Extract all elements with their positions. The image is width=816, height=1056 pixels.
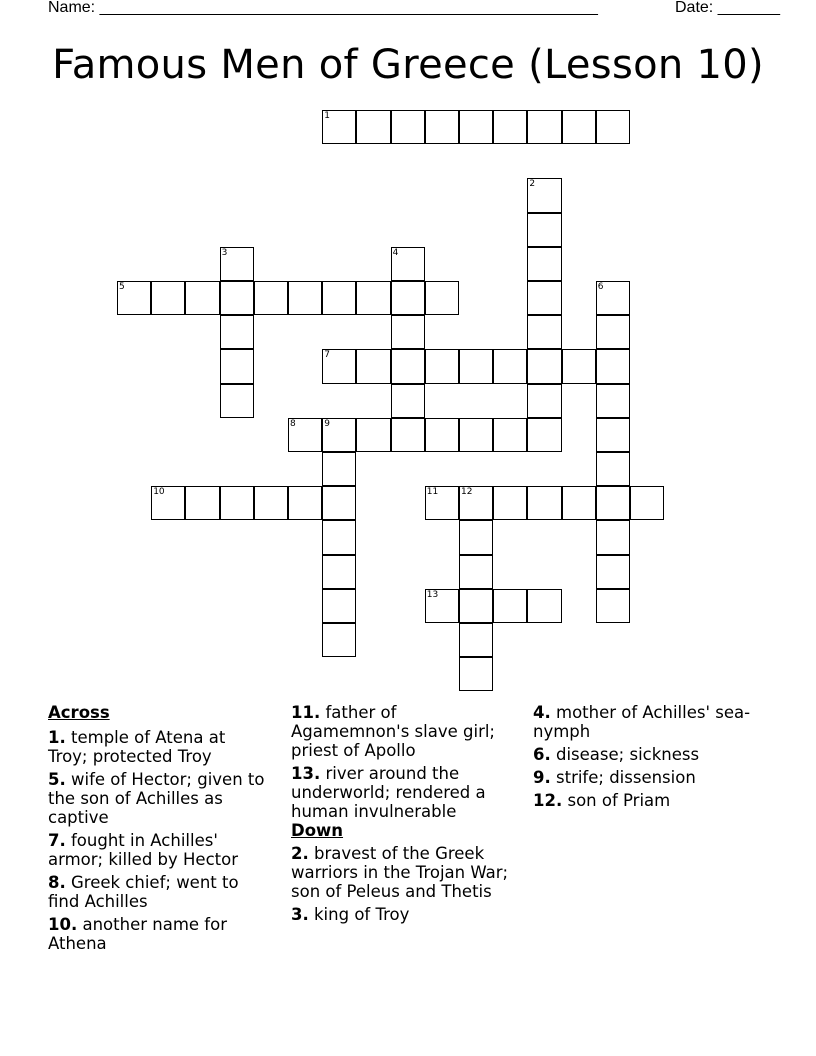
grid-cell[interactable] xyxy=(596,349,630,383)
grid-cell[interactable] xyxy=(596,520,630,554)
grid-cell[interactable] xyxy=(425,418,459,452)
grid-cell[interactable] xyxy=(596,384,630,418)
grid-cell[interactable] xyxy=(322,418,356,452)
grid-cell[interactable] xyxy=(151,281,185,315)
grid-cell[interactable] xyxy=(185,486,219,520)
grid-cell[interactable] xyxy=(322,110,356,144)
grid-cell[interactable] xyxy=(596,555,630,589)
clue-down-9: 9. strife; dissension xyxy=(533,768,696,787)
clues-column-1 xyxy=(48,703,270,957)
clue-number: 5 xyxy=(119,282,125,292)
grid-cell[interactable] xyxy=(288,281,322,315)
clue-down-12: 12. son of Priam xyxy=(533,791,671,810)
grid-cell[interactable] xyxy=(459,657,493,691)
grid-cell[interactable] xyxy=(459,555,493,589)
clue-across-8: 8. Greek chief; went to find Achilles xyxy=(48,873,239,911)
clue-across-10: 10. another name for Athena xyxy=(48,915,227,953)
grid-cell[interactable] xyxy=(151,486,185,520)
grid-cell[interactable] xyxy=(220,247,254,281)
grid-cell[interactable] xyxy=(322,349,356,383)
grid-cell[interactable] xyxy=(391,315,425,349)
name-field[interactable]: Name: ________________________________________________________ xyxy=(48,0,598,16)
clue-number: 9 xyxy=(324,418,330,429)
grid-cell[interactable] xyxy=(322,555,356,589)
grid-cell[interactable] xyxy=(562,486,596,520)
grid-cell[interactable] xyxy=(425,349,459,383)
clue-across-7: 7. fought in Achilles' armor; killed by Hector xyxy=(48,831,238,869)
grid-cell[interactable] xyxy=(391,110,425,144)
clue-number: 6 xyxy=(597,282,604,292)
clue-across-13: 13. river around the underworld; rendered a human invulnerable xyxy=(291,764,486,821)
grid-cell[interactable] xyxy=(459,349,493,383)
grid-cell[interactable] xyxy=(527,213,561,247)
clues-column-3 xyxy=(533,703,755,814)
clue-down-4: 4. mother of Achilles' sea-nymph xyxy=(533,703,751,741)
clue-number: 8 xyxy=(290,418,296,429)
across-heading: Across xyxy=(48,703,110,722)
grid-cell[interactable] xyxy=(596,281,630,315)
grid-cell[interactable] xyxy=(322,486,356,520)
clues-column-2 xyxy=(291,703,513,928)
grid-cell[interactable] xyxy=(459,418,493,452)
grid-cell[interactable] xyxy=(527,178,561,212)
grid-cell[interactable] xyxy=(391,418,425,452)
clue-number: 13 xyxy=(426,589,439,600)
grid-cell[interactable] xyxy=(527,486,561,520)
grid-cell[interactable] xyxy=(459,623,493,657)
grid-cell[interactable] xyxy=(527,315,561,349)
grid-cell[interactable] xyxy=(596,110,630,144)
clue-number: 11 xyxy=(426,487,439,498)
clue-number: 10 xyxy=(153,487,165,498)
grid-cell[interactable] xyxy=(596,486,630,520)
grid-cell[interactable] xyxy=(527,418,561,452)
clue-across-5: 5. wife of Hector; given to the son of Achilles as captive xyxy=(48,770,265,827)
grid-cell[interactable] xyxy=(391,384,425,418)
clue-down-2: 2. bravest of the Greek warriors in the Trojan War; son of Peleus and Thetis xyxy=(291,844,509,901)
grid-cell[interactable] xyxy=(425,486,459,520)
grid-cell[interactable] xyxy=(459,589,493,623)
grid-cell[interactable] xyxy=(322,589,356,623)
grid-cell[interactable] xyxy=(391,349,425,383)
clue-number: 4 xyxy=(392,247,399,258)
puzzle-title: Famous Men of Greece (Lesson 10) xyxy=(52,42,764,88)
grid-cell[interactable] xyxy=(425,589,459,623)
grid-cell[interactable] xyxy=(356,281,390,315)
grid-cell[interactable] xyxy=(322,520,356,554)
grid-cell[interactable] xyxy=(322,623,356,657)
grid-cell[interactable] xyxy=(356,418,390,452)
grid-cell[interactable] xyxy=(527,110,561,144)
clue-number: 2 xyxy=(529,179,536,190)
down-heading: Down xyxy=(291,821,344,840)
grid-cell[interactable] xyxy=(596,418,630,452)
clue-number: 1 xyxy=(324,111,330,121)
grid-cell[interactable] xyxy=(596,452,630,486)
clue-down-3: 3. king of Troy xyxy=(291,905,410,924)
grid-cell[interactable] xyxy=(220,486,254,520)
grid-cell[interactable] xyxy=(220,384,254,418)
grid-cell[interactable] xyxy=(356,349,390,383)
grid-cell[interactable] xyxy=(493,589,527,623)
grid-cell[interactable] xyxy=(220,349,254,383)
grid-cell[interactable] xyxy=(322,452,356,486)
grid-cell[interactable] xyxy=(254,281,288,315)
grid-cell[interactable] xyxy=(459,110,493,144)
grid-cell[interactable] xyxy=(527,281,561,315)
grid-cell[interactable] xyxy=(562,349,596,383)
grid-cell[interactable] xyxy=(254,486,288,520)
grid-cell[interactable] xyxy=(322,281,356,315)
clue-across-1: 1. temple of Atena at Troy; protected Troy xyxy=(48,728,226,766)
clue-number: 3 xyxy=(221,247,228,258)
grid-cell[interactable] xyxy=(459,520,493,554)
grid-cell[interactable] xyxy=(562,110,596,144)
clue-across-11: 11. father of Agamemnon's slave girl; priest of Apollo xyxy=(291,703,495,760)
grid-cell[interactable] xyxy=(425,110,459,144)
grid-cell[interactable] xyxy=(391,247,425,281)
grid-cell[interactable] xyxy=(220,315,254,349)
grid-cell[interactable] xyxy=(459,486,493,520)
grid-cell[interactable] xyxy=(288,418,322,452)
grid-cell[interactable] xyxy=(596,315,630,349)
clue-down-6: 6. disease; sickness xyxy=(533,745,700,764)
date-field[interactable]: Date: _______ xyxy=(675,0,780,16)
grid-cell[interactable] xyxy=(527,349,561,383)
grid-cell[interactable] xyxy=(527,247,561,281)
grid-cell[interactable] xyxy=(425,281,459,315)
grid-cell[interactable] xyxy=(391,281,425,315)
grid-cell[interactable] xyxy=(630,486,664,520)
grid-cell[interactable] xyxy=(596,589,630,623)
grid-cell[interactable] xyxy=(527,384,561,418)
grid-cell[interactable] xyxy=(185,281,219,315)
grid-cell[interactable] xyxy=(493,349,527,383)
grid-cell[interactable] xyxy=(117,281,151,315)
grid-cell[interactable] xyxy=(527,589,561,623)
clue-number: 12 xyxy=(461,487,473,498)
grid-cell[interactable] xyxy=(493,418,527,452)
clue-number: 7 xyxy=(324,350,330,361)
grid-cell[interactable] xyxy=(493,486,527,520)
grid-cell[interactable] xyxy=(288,486,322,520)
grid-cell[interactable] xyxy=(220,281,254,315)
grid-cell[interactable] xyxy=(356,110,390,144)
grid-cell[interactable] xyxy=(493,110,527,144)
